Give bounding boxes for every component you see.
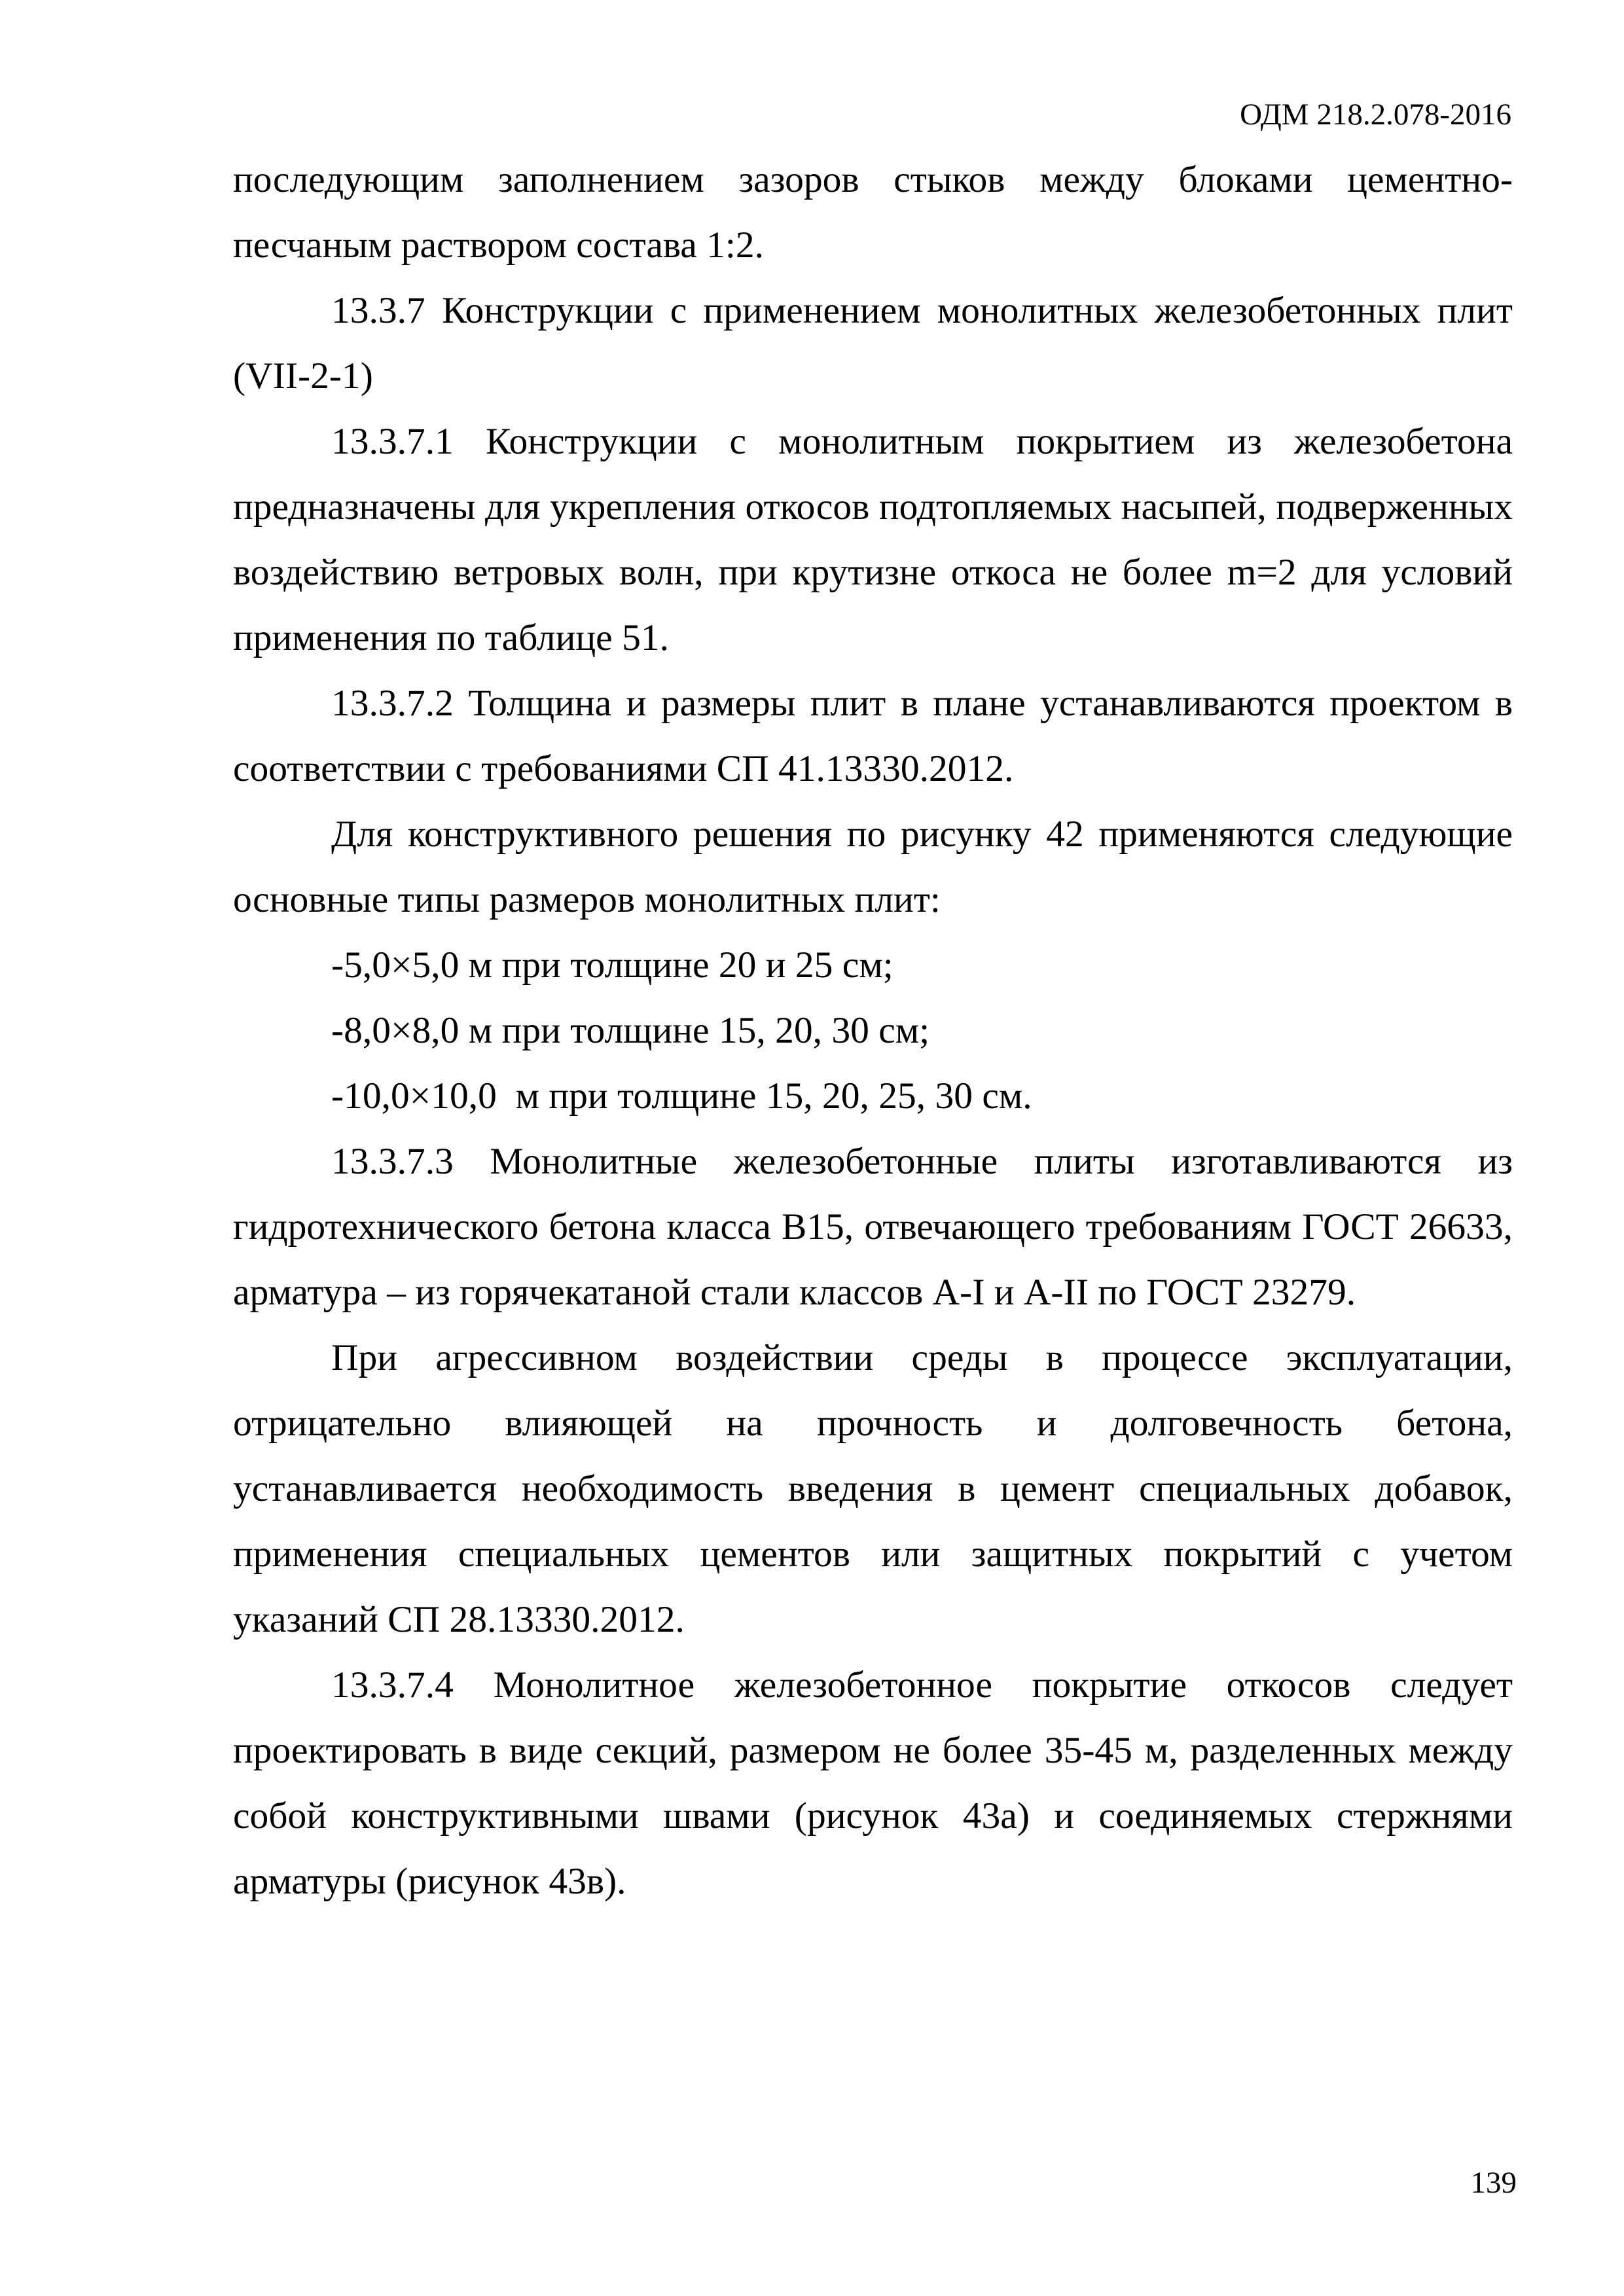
paragraph-13-3-7-3: 13.3.7.3 Монолитные железобетонные плиты изготавливаются из гидротехнического бетона класса B15, отвечающего требованиям ГОСТ 26633, арматура – из горячекатаной стали классов A-I и A-II по ГОСТ 23279. — [233, 1141, 1513, 1313]
list-item: -5,0×5,0 м при толщине 20 и 25 см; — [331, 944, 893, 986]
paragraph-slab-types-intro: Для конструктивного решения по рисунку 42 применяются следующие основные типы размеров монолитных плит: — [233, 814, 1513, 920]
paragraph-13-3-7-2: 13.3.7.2 Толщина и размеры плит в плане устанавливаются проектом в соответствии с требованиями СП 41.13330.2012. — [233, 683, 1513, 789]
paragraph-aggressive-environment: При агрессивном воздействии среды в процессе эксплуатации, отрицательно влияющей на прочность и долговечность бетона, устанавливается необходимость введения в цемент специальных добавок, применения специальных цементов или защитных покрытий с учетом указаний СП 28.13330.2012. — [233, 1337, 1513, 1640]
paragraph-13-3-7-4: 13.3.7.4 Монолитное железобетонное покрытие откосов следует проектировать в виде секций, размером не более 35-45 м, разделенных между собой конструктивными швами (рисунок 43а) и соединяемых стержнями арматуры (рисунок 43в). — [233, 1664, 1513, 1902]
list-item: -10,0×10,0 м при толщине 15, 20, 25, 30 см. — [331, 1075, 1032, 1117]
paragraph-13-3-7-1: 13.3.7.1 Конструкции с монолитным покрытием из железобетона предназначены для укрепления откосов подтопляемых насыпей, подверженных воздействию ветровых волн, при крутизне откоса не более m=2 для условий применения по таблице 51. — [233, 421, 1513, 658]
body-text — [233, 147, 1513, 1914]
paragraph-continuation: последующим заполнением зазоров стыков между блоками цементно-песчаным раствором состава 1:2. — [233, 159, 1513, 266]
page-number: 139 — [1470, 2166, 1517, 2200]
list-item: -8,0×8,0 м при толщине 15, 20, 30 см; — [331, 1010, 930, 1051]
section-heading-13-3-7: 13.3.7 Конструкции с применением монолитных железобетонных плит (VII-2-1) — [233, 290, 1513, 397]
document-code: ОДМ 218.2.078-2016 — [1240, 98, 1511, 132]
